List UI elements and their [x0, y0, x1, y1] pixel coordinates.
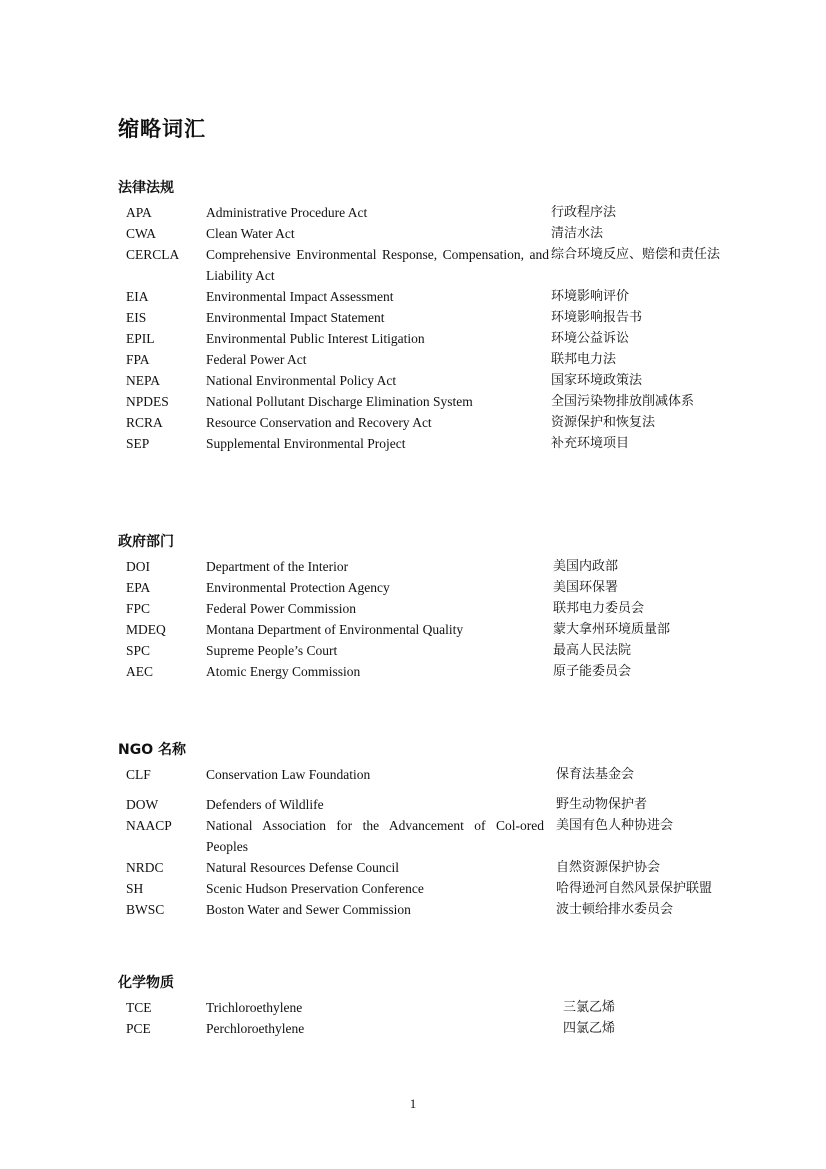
glossary-row — [118, 598, 758, 619]
english-term: Environmental Impact Statement — [206, 310, 385, 325]
abbreviation: EIA — [126, 289, 149, 304]
abbreviation: SPC — [126, 643, 151, 658]
chinese-term: 环境公益诉讼 — [551, 331, 630, 346]
english-term: Environmental Impact Assessment — [206, 289, 394, 304]
english-term: Scenic Hudson Preservation Conference — [206, 881, 424, 896]
glossary-row — [118, 412, 758, 433]
glossary-row — [118, 286, 758, 307]
glossary-row — [118, 202, 758, 223]
abbreviation: TCE — [126, 1000, 152, 1015]
chinese-term: 美国环保署 — [553, 580, 619, 595]
english-term: Comprehensive Environmental Response, Compensation, and Liability Act — [206, 247, 549, 283]
english-term: National Pollutant Discharge Elimination System — [206, 394, 473, 409]
english-term: Supplemental Environmental Project — [206, 436, 406, 451]
abbreviation: EPIL — [126, 331, 155, 346]
glossary-row — [118, 577, 758, 598]
section-heading: 政府部门 — [118, 534, 174, 550]
abbreviation: MDEQ — [126, 622, 166, 637]
abbreviation: NRDC — [126, 860, 164, 875]
abbreviation: EIS — [126, 310, 147, 325]
english-term: Environmental Public Interest Litigation — [206, 331, 425, 346]
abbreviation: RCRA — [126, 415, 163, 430]
abbreviation: DOI — [126, 559, 150, 574]
english-term: Boston Water and Sewer Commission — [206, 902, 411, 917]
glossary-row — [118, 391, 758, 412]
abbreviation: NPDES — [126, 394, 169, 409]
glossary-row — [118, 328, 758, 349]
chinese-term: 波士顿给排水委员会 — [556, 902, 674, 917]
chinese-term: 自然资源保护协会 — [556, 860, 661, 875]
section-ngo — [118, 740, 758, 920]
abbreviation: EPA — [126, 580, 151, 595]
chinese-term: 环境影响报告书 — [551, 310, 643, 325]
chinese-term: 联邦电力委员会 — [553, 601, 645, 616]
english-term: Clean Water Act — [206, 226, 295, 241]
english-term: Department of the Interior — [206, 559, 349, 574]
glossary-row — [118, 764, 758, 785]
chinese-term: 联邦电力法 — [551, 352, 617, 367]
chinese-term: 蒙大拿州环境质量部 — [553, 622, 671, 637]
chinese-term: 保育法基金会 — [556, 767, 635, 782]
glossary-row — [118, 349, 758, 370]
english-term: Environmental Protection Agency — [206, 580, 390, 595]
glossary-row — [118, 857, 758, 878]
chinese-term: 四氯乙烯 — [563, 1021, 616, 1036]
chinese-term: 哈得逊河自然风景保护联盟 — [556, 881, 713, 896]
english-term: Federal Power Act — [206, 352, 307, 367]
chinese-term: 原子能委员会 — [553, 664, 632, 679]
abbreviation: SEP — [126, 436, 150, 451]
english-term: Defenders of Wildlife — [206, 797, 324, 812]
glossary-row — [118, 433, 758, 454]
section-heading: 法律法规 — [118, 180, 174, 196]
abbreviation: PCE — [126, 1021, 151, 1036]
english-term: National Association for the Advancement of Col-ored Peoples — [206, 818, 544, 854]
glossary-row — [118, 878, 758, 899]
abbreviation: DOW — [126, 797, 159, 812]
glossary-row — [118, 223, 758, 244]
english-term: Resource Conservation and Recovery Act — [206, 415, 432, 430]
chinese-term: 美国有色人种协进会 — [556, 818, 674, 833]
abbreviation: CERCLA — [126, 247, 180, 262]
chinese-term: 环境影响评价 — [551, 289, 630, 304]
glossary-row — [118, 244, 758, 286]
page-title: 缩略词汇 — [118, 117, 206, 141]
abbreviation: BWSC — [126, 902, 165, 917]
english-term: Natural Resources Defense Council — [206, 860, 400, 875]
glossary-row — [118, 640, 758, 661]
section-heading: 化学物质 — [118, 975, 174, 991]
abbreviation: NAACP — [126, 818, 172, 833]
section-heading: NGO 名称 — [118, 742, 186, 758]
chinese-term: 三氯乙烯 — [563, 1000, 616, 1015]
english-term: Perchloroethylene — [206, 1021, 305, 1036]
section-government — [118, 532, 758, 682]
chinese-term: 最高人民法院 — [553, 643, 632, 658]
english-term: Federal Power Commission — [206, 601, 356, 616]
english-term: Trichloroethylene — [206, 1000, 303, 1015]
page-number: 1 — [409, 1096, 417, 1111]
abbreviation: CWA — [126, 226, 156, 241]
chinese-term: 国家环境政策法 — [551, 373, 643, 388]
abbreviation: FPA — [126, 352, 150, 367]
chinese-term: 综合环境反应、赔偿和责任法 — [551, 247, 721, 262]
chinese-term: 资源保护和恢复法 — [551, 415, 656, 430]
english-term: Supreme People’s Court — [206, 643, 338, 658]
glossary-row — [118, 1018, 758, 1039]
english-term: Conservation Law Foundation — [206, 767, 371, 782]
english-term: National Environmental Policy Act — [206, 373, 397, 388]
chinese-term: 美国内政部 — [553, 559, 619, 574]
english-term: Atomic Energy Commission — [206, 664, 361, 679]
chinese-term: 清洁水法 — [551, 226, 604, 241]
glossary-row — [118, 997, 758, 1018]
english-term: Montana Department of Environmental Quality — [206, 622, 464, 637]
abbreviation: CLF — [126, 767, 151, 782]
abbreviation: APA — [126, 205, 152, 220]
glossary-row — [118, 661, 758, 682]
glossary-row — [118, 370, 758, 391]
abbreviation: NEPA — [126, 373, 161, 388]
chinese-term: 野生动物保护者 — [556, 797, 648, 812]
chinese-term: 全国污染物排放削减体系 — [551, 394, 695, 409]
abbreviation: FPC — [126, 601, 151, 616]
glossary-row — [118, 619, 758, 640]
glossary-row — [118, 899, 758, 920]
glossary-row — [118, 556, 758, 577]
abbreviation: SH — [126, 881, 144, 896]
chinese-term: 补充环境项目 — [551, 436, 630, 451]
section-chemicals — [118, 973, 758, 1039]
english-term: Administrative Procedure Act — [206, 205, 368, 220]
abbreviation: AEC — [126, 664, 153, 679]
glossary-row — [118, 307, 758, 328]
chinese-term: 行政程序法 — [551, 205, 617, 220]
glossary-row — [118, 815, 758, 857]
section-laws — [118, 178, 758, 454]
glossary-row — [118, 794, 758, 815]
